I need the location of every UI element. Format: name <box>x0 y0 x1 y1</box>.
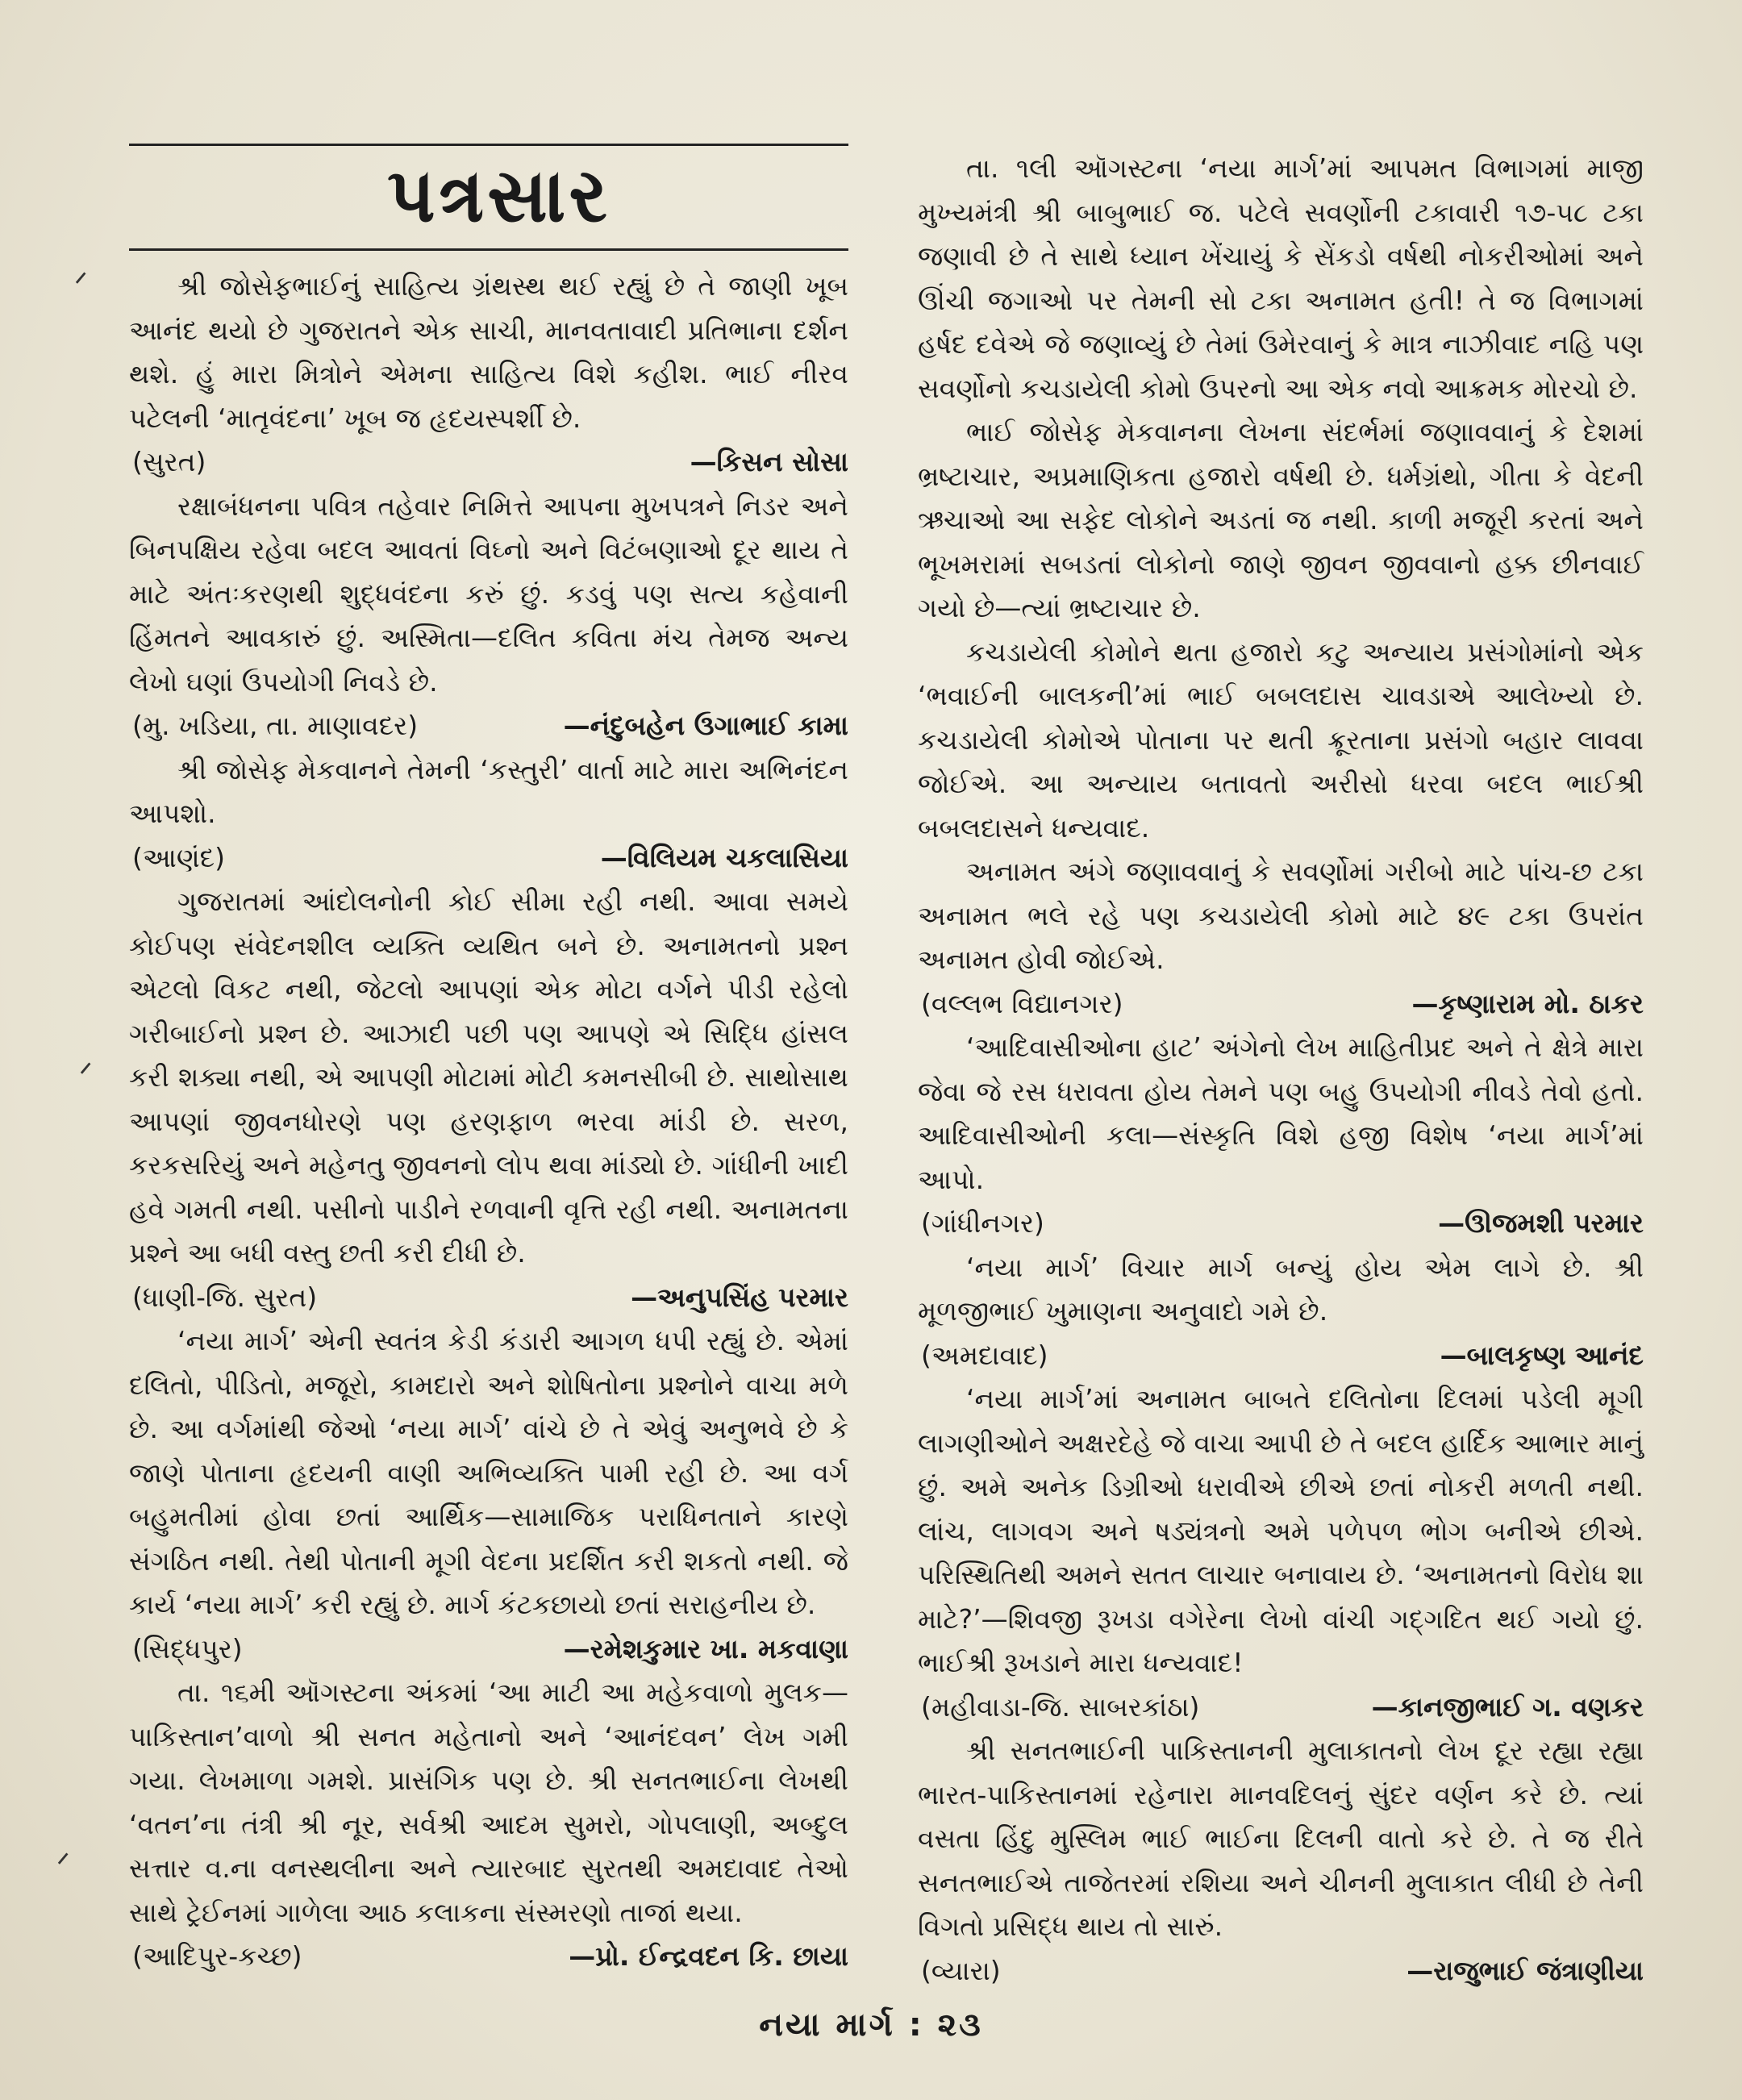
letter-author: —બાલકૃષ્ણ આનંદ <box>1440 1339 1644 1371</box>
letter-paragraph: ‘નયા માર્ગ’માં અનામત બાબતે દલિતોના દિલમાં પડેલી મૂગી લાગણીઓને અક્ષરદેહે જે વાચા આપી છે તે બદલ હાર્દિક આભાર માનું છું. અમે અનેક ડિગ્રીઓ ધરાવીએ છીએ છતાં નોકરી મળતી નથી. લાંચ, લાગવગ અને ષડ્યંત્રનો અમે પળેપળ ભોગ બનીએ છીએ. પરિસ્થિતિથી અમને સતત લાચાર બનાવાય છે. ‘અનામતનો વિરોધ શા માટે?’—શિવજી રૂખડા વગેરેના લેખો વાંચી ગદ્ગદિત થઈ ગયો છું. ભાઈશ્રી રૂખડાને મારા ધન્યવાદ! <box>918 1383 1644 1678</box>
letter-paragraph: ‘નયા માર્ગ’ એની સ્વતંત્ર કેડી કંડારી આગળ ધપી રહ્યું છે. એમાં દલિતો, પીડિતો, મજૂરો, કામદારો અને શોષિતોના પ્રશ્નોને વાચા મળે છે. આ વર્ગમાંથી જેઓ ‘નયા માર્ગ’ વાંચે છે તે એવું અનુભવે છે કે જાણે પોતાના હૃદયની વાણી અભિવ્યક્તિ પામી રહી છે. આ વર્ગ બહુમતીમાં હોવા છતાં આર્થિક—સામાજિક પરાધિનતાને કારણે સંગઠિત નથી. તેથી પોતાની મૂગી વેદના પ્રદર્શિત કરી શકતો નથી. જે કાર્ય ‘નયા માર્ગ’ કરી રહ્યું છે. માર્ગ કંટકછાયો છતાં સરાહનીય છે. <box>129 1325 848 1620</box>
letter-signature <box>918 1949 1644 1994</box>
right-column <box>918 147 1644 1993</box>
letter-place: (વ્યારા) <box>921 1954 1001 1986</box>
letter-place: (ગાંધીનગર) <box>921 1207 1044 1239</box>
letter <box>918 147 1644 1026</box>
letter-paragraph: તા. ૧લી ઑગસ્ટના ‘નયા માર્ગ’માં આપમત વિભાગમાં માજી મુખ્યમંત્રી શ્રી બાબુભાઈ જ. પટેલે સવર્ણોની ટકાવારી ૧૭-૫૮ ટકા જણાવી છે તે સાથે ધ્યાન ખેંચાયું કે સેંકડો વર્ષથી નોકરીઓમાં અને ઊંચી જગાઓ પર તેમની સો ટકા અનામત હતી! તે જ વિભાગમાં હર્ષદ દવેએ જે જણાવ્યું છે તેમાં ઉમેરવાનું કે માત્ર નાઝીવાદ નહિ પણ સવર્ણોનો કચડાયેલી કોમો ઉપરનો આ એક નવો આક્રમક મોરચો છે. <box>918 152 1644 404</box>
letter-signature <box>918 1202 1644 1246</box>
letter-signature <box>129 836 848 881</box>
letter-signature <box>129 440 848 485</box>
letter-place: (સુરત) <box>132 446 206 477</box>
letter-signature <box>918 982 1644 1027</box>
letter <box>918 1246 1644 1378</box>
letter-place: (ધાણી-જિ. સુરત) <box>132 1281 318 1313</box>
letter <box>129 1671 848 1979</box>
letter-author: —નંદુબહેન ઉગાભાઈ કામા <box>563 710 848 741</box>
letter <box>129 880 848 1319</box>
letter-paragraph: અનામત અંગે જણાવવાનું કે સવર્ણોમાં ગરીબો માટે પાંચ-છ ટકા અનામત ભલે રહે પણ કચડાયેલી કોમો માટે ૪૯ ટકા ઉપરાંત અનામત હોવી જોઈએ. <box>918 856 1644 975</box>
letter-paragraph: શ્રી સનતભાઈની પાકિસ્તાનની મુલાકાતનો લેખ દૂર રહ્યા રહ્યા ભારત-પાકિસ્તાનમાં રહેનારા માનવદિલનું સુંદર વર્ણન કરે છે. ત્યાં વસતા હિંદુ મુસ્લિમ ભાઈ ભાઈના દિલની વાતો કરે છે. તે જ રીતે સનતભાઈએ તાજેતરમાં રશિયા અને ચીનની મુલાકાત લીધી છે તેની વિગતો પ્રસિદ્ધ થાય તો સારું. <box>918 1735 1644 1942</box>
letter-place: (આણંદ) <box>132 841 225 873</box>
letter-paragraph: શ્રી જોસેફ મેકવાનને તેમની ‘કસ્તુરી’ વાર્તા માટે મારા અભિનંદન આપશો. <box>129 753 848 829</box>
letter <box>918 1729 1644 1993</box>
letter-signature <box>918 1334 1644 1378</box>
margin-mark-icon: ᐟ <box>56 1847 70 1884</box>
letter-signature <box>129 1627 848 1672</box>
page-footer: નયા માર્ગ : ૨૩ <box>759 2006 983 2044</box>
letter-paragraph: ‘આદિવાસીઓના હાટ’ અંગેનો લેખ માહિતીપ્રદ અને તે ક્ષેત્રે મારા જેવા જે રસ ધરાવતા હોય તેમને પણ બહુ ઉપયોગી નીવડે તેવો હતો. આદિવાસીઓની કલા—સંસ્કૃતિ વિશે હજી વિશેષ ‘નયા માર્ગ’માં આપો. <box>918 1031 1644 1195</box>
letter-place: (સિદ્ધપુર) <box>132 1632 243 1665</box>
letter-paragraph: તા. ૧૬મી ઑગસ્ટના અંકમાં ‘આ માટી આ મહેકવાળો મુલક—પાકિસ્તાન’વાળો શ્રી સનત મહેતાનો અને ‘આનંદવન’ લેખ ગમી ગયા. લેખમાળા ગમશે. પ્રાસંગિક પણ છે. શ્રી સનતભાઈના લેખથી ‘વતન’ના તંત્રી શ્રી નૂર, સર્વશ્રી આદમ સુમરો, ગોપલાણી, અબ્દુલ સત્તાર વ.ના વનસ્થલીના અને ત્યારબાદ સુરતથી અમદાવાદ તેઓ સાથે ટ્રેઈનમાં ગાળેલા આઠ કલાકના સંસ્મરણો તાજાં થયા. <box>129 1677 848 1928</box>
letter <box>918 1026 1644 1246</box>
letter-place: (મુ. ખડિયા, તા. માણાવદર) <box>132 710 419 741</box>
title-rule-bottom <box>129 248 848 251</box>
letter-author: —અનુપસિંહ પરમાર <box>631 1281 848 1313</box>
letter <box>129 1319 848 1671</box>
letter-place: (વલ્લભ વિદ્યાનગર) <box>921 987 1123 1019</box>
title-rule-top <box>129 144 848 146</box>
margin-mark-icon: ᐟ <box>74 266 88 303</box>
letter-paragraph: ‘નયા માર્ગ’ વિચાર માર્ગ બન્યું હોય એમ લાગે છે. શ્રી મૂળજીભાઈ ખુમાણના અનુવાદો ગમે છે. <box>918 1251 1644 1327</box>
left-column <box>129 265 848 1979</box>
letter-author: —ઊજમશી પરમાર <box>1438 1207 1644 1239</box>
letter-author: —કાનજીભાઈ ગ. વણકર <box>1371 1690 1644 1723</box>
letter-paragraph: રક્ષાબંધનના પવિત્ર તહેવાર નિમિત્તે આપના મુખપત્રને નિડર અને બિનપક્ષિય રહેવા બદલ આવતાં વિઘ્નો અને વિટંબણાઓ દૂર થાય તે માટે અંતઃકરણથી શુદ્ધવંદના કરું છું. કડવું પણ સત્ય કહેવાની હિંમતને આવકારું છું. અસ્મિતા—દલિત કવિતા મંચ તેમજ અન્ય લેખો ઘણાં ઉપયોગી નિવડે છે. <box>129 490 848 698</box>
letter-paragraph: શ્રી જોસેફભાઈનું સાહિત્ય ગ્રંથસ્થ થઈ રહ્યું છે તે જાણી ખૂબ આનંદ થયો છે ગુજરાતને એક સાચી, માનવતાવાદી પ્રતિભાના દર્શન થશે. હું મારા મિત્રોને એમના સાહિત્ય વિશે કહીશ. ભાઈ નીરવ પટેલની ‘માતૃવંદના’ ખૂબ જ હૃદયસ્પર્શી છે. <box>129 270 848 434</box>
letter-signature <box>129 1935 848 1979</box>
letter-author: —પ્રો. ઈન્દ્રવદન કિ. છાયા <box>569 1940 848 1972</box>
letter-place: (મહીવાડા-જિ. સાબરકાંઠા) <box>921 1690 1200 1723</box>
letter-signature <box>129 1276 848 1320</box>
section-title: પત્રસાર <box>387 152 611 239</box>
letter-paragraph: ભાઈ જોસેફ મેકવાનના લેખના સંદર્ભમાં જણાવવાનું કે દેશમાં ભ્રષ્ટાચાર, અપ્રમાણિકતા હજારો વર્ષથી છે. ધર્મગ્રંથો, ગીતા કે વેદની ઋચાઓ આ સફેદ લોકોને અડતાં જ નથી. કાળી મજૂરી કરતાં અને ભૂખમરામાં સબડતાં લોકોનો જાણે જીવન જીવવાનો હક્ક છીનવાઈ ગયો છે—ત્યાં ભ્રષ્ટાચાર છે. <box>918 416 1644 623</box>
letter-author: —રમેશકુમાર ખા. મકવાણા <box>563 1632 848 1665</box>
letter-place: (આદિપુર-કચ્છ) <box>132 1940 302 1972</box>
letter-paragraph: કચડાયેલી કોમોને થતા હજારો કટુ અન્યાય પ્રસંગોમાંનો એક ‘ભવાઈની બાલકની’માં ભાઈ બબલદાસ ચાવડાએ આલેખ્યો છે. કચડાયેલી કોમોએ પોતાના પર થતી ક્રૂરતાના પ્રસંગો બહાર લાવવા જોઈએ. આ અન્યાય બતાવતો અરીસો ધરવા બદલ ભાઈશ્રી બબલદાસને ધન્યવાદ. <box>918 635 1644 844</box>
letter <box>918 1377 1644 1729</box>
letter-place: (અમદાવાદ) <box>921 1339 1048 1371</box>
letter-signature <box>129 704 848 748</box>
letter-signature <box>918 1685 1644 1730</box>
letter <box>129 265 848 485</box>
letter-paragraph: ગુજરાતમાં આંદોલનોની કોઈ સીમા રહી નથી. આવા સમયે કોઈપણ સંવેદનશીલ વ્યક્તિ વ્યથિત બને છે. અનામતનો પ્રશ્ન એટલો વિકટ નથી, જેટલો આપણાં એક મોટા વર્ગને પીડી રહેલો ગરીબાઈનો પ્રશ્ન છે. આઝાદી પછી પણ આપણે એ સિદ્ધિ હાંસલ કરી શક્યા નથી, એ આપણી મોટામાં મોટી કમનસીબી છે. સાથોસાથ આપણાં જીવનધોરણે પણ હરણફાળ ભરવા માંડી છે. સરળ, કરકસરિયું અને મહેનતુ જીવનનો લોપ થવા માંડ્યો છે. ગાંધીની ખાદી હવે ગમતી નથી. પસીનો પાડીને રળવાની વૃત્તિ રહી નથી. અનામતના પ્રશ્ને આ બધી વસ્તુ છતી કરી દીધી છે. <box>129 885 848 1269</box>
letter-author: —વિલિયમ ચકલાસિયા <box>600 841 848 873</box>
letter-author: —કિસન સોસા <box>690 446 848 477</box>
letter-author: —કૃષ્ણારામ મો. ઠાકર <box>1411 987 1644 1019</box>
margin-mark-icon: ᐟ <box>79 1056 93 1094</box>
letter <box>129 748 848 881</box>
letter <box>129 485 848 748</box>
letter-author: —રાજુભાઈ જંત્રાણીયા <box>1407 1954 1644 1986</box>
